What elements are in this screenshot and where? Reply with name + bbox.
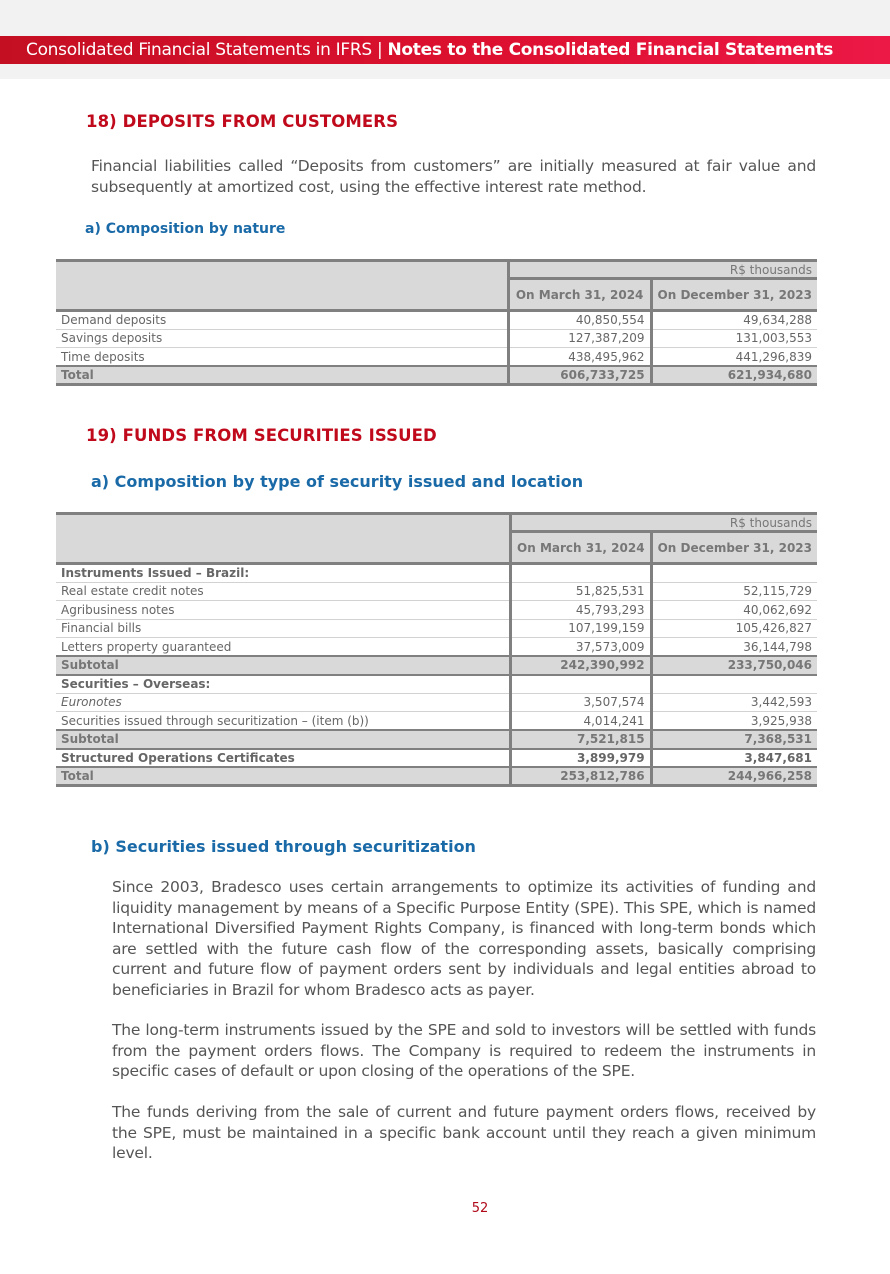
securitization-paragraph-2: The long-term instruments issued by the SPE and sold to investors will be settled with funds from the payment orders flows. The Company is required to redeem the instruments in specific cases of default or upon closing of the operations of the SPE.: [112, 1021, 816, 1080]
row-label: Time deposits: [56, 348, 508, 367]
table-row: [56, 638, 817, 657]
cell-value: 37,573,009: [511, 638, 652, 657]
securitization-paragraph-1: Since 2003, Bradesco uses certain arrangements to optimize its activities of funding and liquidity management by means of a Specific Purpose Entity (SPE). This SPE, which is named International Diversified Payment Rights Company, is financed with long-term bonds which are settled with the future cash flow of the corresponding assets, basically comprising current and future flow of payment orders sent by individuals and legal entities abroad to beneficiaries in Brazil for whom Bradesco acts as payer.: [112, 878, 816, 999]
column-header: On December 31, 2023: [651, 532, 817, 564]
section-19-subtitle-a: a) Composition by type of security issued and location: [91, 472, 584, 491]
top-margin: [0, 0, 890, 36]
cell-value: 7,368,531: [651, 730, 817, 749]
row-label: Total: [56, 366, 508, 385]
section-19-subtitle-b: b) Securities issued through securitization: [91, 837, 476, 856]
table-row: [56, 749, 817, 768]
cell-value: 253,812,786: [511, 767, 652, 786]
column-header: On December 31, 2023: [651, 279, 817, 311]
cell-value: 3,442,593: [651, 693, 817, 712]
cell-value: 606,733,725: [508, 366, 651, 385]
section-19-title: 19) FUNDS FROM SECURITIES ISSUED: [86, 426, 437, 445]
cell-value: 131,003,553: [651, 329, 817, 348]
cell-value: 51,825,531: [511, 582, 652, 601]
section-18-intro: Financial liabilities called “Deposits from customers” are initially measured at fair value and subsequently at amortized cost, using the effective interest rate method.: [91, 157, 816, 196]
section-18-title: 18) DEPOSITS FROM CUSTOMERS: [86, 112, 399, 131]
cell-value: 52,115,729: [651, 582, 817, 601]
header-left-text: Consolidated Financial Statements in IFRS |: [26, 40, 388, 60]
row-label: Financial bills: [56, 619, 511, 638]
row-label: Savings deposits: [56, 329, 508, 348]
row-label: Agribusiness notes: [56, 601, 511, 620]
row-label: Demand deposits: [56, 311, 508, 330]
row-label: Euronotes: [56, 693, 511, 712]
cell-value: [511, 675, 652, 694]
unit-label: R$ thousands: [511, 514, 817, 532]
cell-value: 233,750,046: [651, 656, 817, 675]
cell-value: 3,847,681: [651, 749, 817, 768]
group-header-row: [56, 564, 817, 583]
subtotal-row: [56, 730, 817, 749]
row-label: Securities – Overseas:: [56, 675, 511, 694]
cell-value: 45,793,293: [511, 601, 652, 620]
table-row: [56, 582, 817, 601]
securities-table: [56, 512, 817, 787]
cell-value: 3,925,938: [651, 712, 817, 731]
table-row: [56, 619, 817, 638]
deposits-table: [56, 259, 817, 386]
column-header: On March 31, 2024: [511, 532, 652, 564]
table-row: [56, 601, 817, 620]
cell-value: 49,634,288: [651, 311, 817, 330]
cell-value: 40,850,554: [508, 311, 651, 330]
header-underline-strip: [0, 64, 890, 79]
table-row: [56, 693, 817, 712]
header-right-text: Notes to the Consolidated Financial Statements: [387, 40, 834, 60]
table-row: [56, 311, 817, 330]
cell-value: 438,495,962: [508, 348, 651, 367]
total-row: [56, 767, 817, 786]
cell-value: [651, 675, 817, 694]
column-header: On March 31, 2024: [508, 279, 651, 311]
unit-label: R$ thousands: [508, 261, 817, 279]
row-label: Securities issued through securitization – (item (b)): [56, 712, 511, 731]
group-header-row: [56, 675, 817, 694]
table-header-blank: [56, 514, 511, 564]
subtotal-row: [56, 656, 817, 675]
table-row: [56, 329, 817, 348]
cell-value: 244,966,258: [651, 767, 817, 786]
cell-value: 127,387,209: [508, 329, 651, 348]
section-18-subtitle-a: a) Composition by nature: [85, 221, 286, 237]
document-header-banner: [0, 36, 890, 64]
cell-value: 4,014,241: [511, 712, 652, 731]
total-row: [56, 366, 817, 385]
cell-value: 105,426,827: [651, 619, 817, 638]
cell-value: 3,507,574: [511, 693, 652, 712]
cell-value: [511, 564, 652, 583]
row-label: Real estate credit notes: [56, 582, 511, 601]
cell-value: [651, 564, 817, 583]
page-number: 52: [471, 1201, 489, 1216]
table-row: [56, 348, 817, 367]
cell-value: 3,899,979: [511, 749, 652, 768]
cell-value: 40,062,692: [651, 601, 817, 620]
row-label: Subtotal: [56, 730, 511, 749]
cell-value: 36,144,798: [651, 638, 817, 657]
securitization-paragraph-3: The funds deriving from the sale of current and future payment orders flows, received by the SPE, must be maintained in a specific bank account until they reach a given minimum level.: [112, 1103, 816, 1162]
row-label: Total: [56, 767, 511, 786]
cell-value: 242,390,992: [511, 656, 652, 675]
table-row: [56, 712, 817, 731]
row-label: Instruments Issued – Brazil:: [56, 564, 511, 583]
table-header-blank: [56, 261, 508, 311]
row-label: Subtotal: [56, 656, 511, 675]
row-label: Structured Operations Certificates: [56, 749, 511, 768]
row-label: Letters property guaranteed: [56, 638, 511, 657]
cell-value: 441,296,839: [651, 348, 817, 367]
cell-value: 107,199,159: [511, 619, 652, 638]
cell-value: 621,934,680: [651, 366, 817, 385]
cell-value: 7,521,815: [511, 730, 652, 749]
